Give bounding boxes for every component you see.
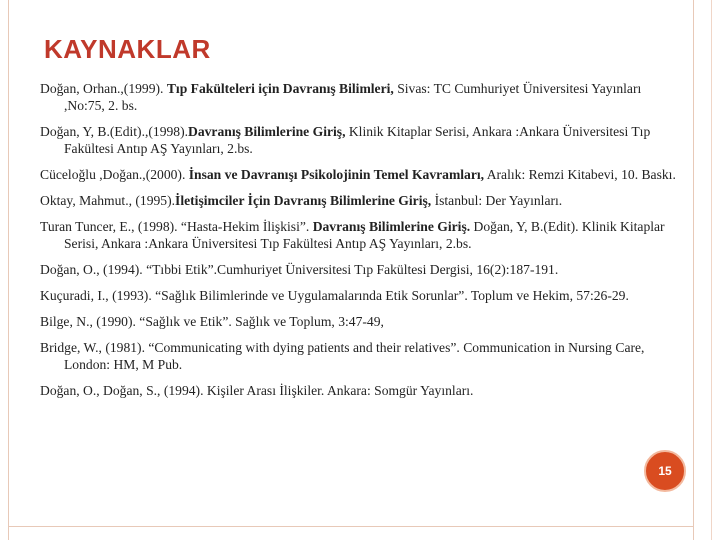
- reference-text: Doğan, O., (1994). “Tıbbi Etik”.Cumhuriyet Üniversitesi Tıp Fakültesi Dergisi, 16(2):187-191.: [40, 262, 559, 277]
- slide-title: KAYNAKLAR: [44, 34, 211, 64]
- reference-title: Davranış Bilimlerine Giriş.: [312, 219, 471, 234]
- reference-text: Cüceloğlu ,Doğan.,(2000).: [40, 167, 189, 182]
- reference-text: İstanbul: Der Yayınları.: [431, 193, 563, 208]
- reference-text: Bridge, W., (1981). “Communicating with dying patients and their relatives”. Communication in Nursing Care, London: HM, M Pub.: [40, 340, 645, 372]
- reference-text: Doğan, Y, B.(Edit).,(1998).: [40, 124, 189, 139]
- reference-item: [40, 339, 680, 373]
- reference-item: [40, 80, 680, 114]
- reference-text: Sivas: TC Cumhuriyet Üniversitesi Yayınları ,No:75, 2. bs.: [64, 81, 642, 113]
- reference-item: [40, 218, 680, 252]
- reference-title: Davranış Bilimlerine Giriş,: [188, 124, 346, 139]
- reference-text: Bilge, N., (1990). “Sağlık ve Etik”. Sağlık ve Toplum, 3:47-49,: [40, 314, 384, 329]
- reference-title: İletişimciler İçin Davranış Bilimlerine Giriş,: [175, 193, 432, 208]
- reference-list: [40, 80, 680, 408]
- page-number-badge: [644, 450, 686, 492]
- reference-title: Tıp Fakülteleri için Davranış Bilimleri,: [166, 81, 394, 96]
- reference-text: Oktay, Mahmut., (1995).: [40, 193, 176, 208]
- reference-item: [40, 192, 680, 209]
- reference-text: Turan Tuncer, E., (1998). “Hasta-Hekim İlişkisi”.: [40, 219, 313, 234]
- reference-item: [40, 123, 680, 157]
- reference-item: [40, 287, 680, 304]
- frame-line-right: [693, 0, 694, 540]
- page-number: 15: [658, 464, 672, 478]
- frame-line-left: [8, 0, 9, 540]
- reference-text: Aralık: Remzi Kitabevi, 10. Baskı.: [484, 167, 676, 182]
- reference-text: Klinik Kitaplar Serisi, Ankara :Ankara Üniversitesi Tıp Fakültesi Antıp AŞ Yayınları, 2.bs.: [64, 124, 651, 156]
- reference-text: Doğan, Orhan.,(1999).: [40, 81, 167, 96]
- frame-line-right-outer: [711, 0, 712, 540]
- reference-text: Kuçuradi, I., (1993). “Sağlık Bilimlerinde ve Uygulamalarında Etik Sorunlar”. Toplum ve Hekim, 57:26-29.: [40, 288, 629, 303]
- reference-item: [40, 313, 680, 330]
- reference-title: İnsan ve Davranışı Psikolojinin Temel Kavramları,: [188, 167, 485, 182]
- frame-line-bottom: [8, 526, 694, 527]
- reference-item: [40, 261, 680, 278]
- reference-text: Doğan, O., Doğan, S., (1994). Kişiler Arası İlişkiler. Ankara: Somgür Yayınları.: [40, 383, 474, 398]
- reference-item: [40, 166, 680, 183]
- reference-item: [40, 382, 680, 399]
- reference-text: Doğan, Y, B.(Edit). Klinik Kitaplar Serisi, Ankara :Ankara Üniversitesi Tıp Fakültesi Antıp AŞ Yayınları, 2.bs.: [64, 219, 665, 251]
